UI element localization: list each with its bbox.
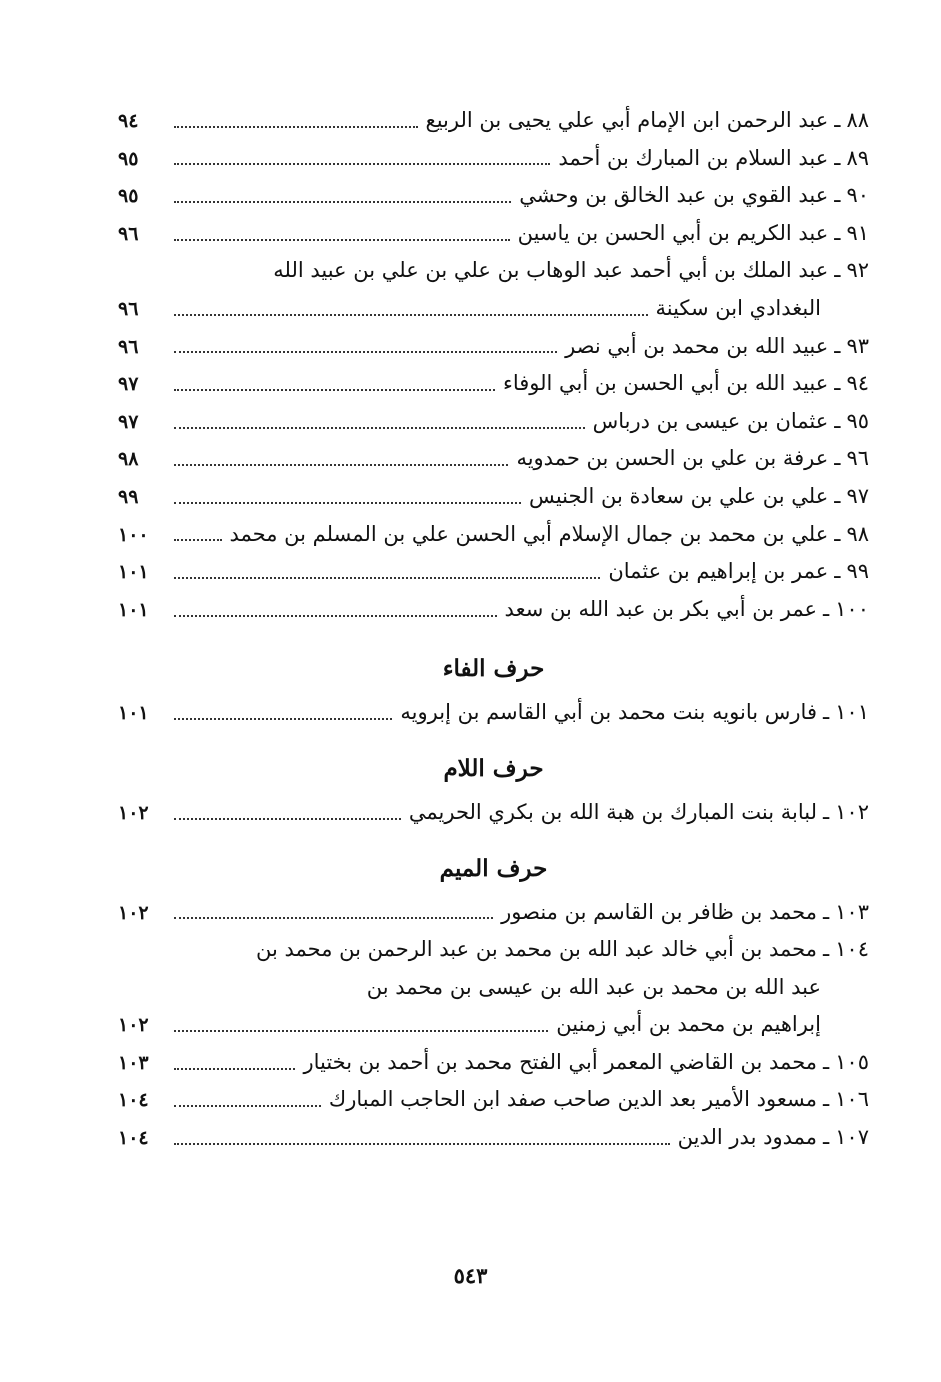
toc-entry: ١٠٧ ـ ممدود بدر الدين ١٠٤ [118, 1119, 869, 1157]
toc-entry: ٩٤ ـ عبيد الله بن أبي الحسن بن أبي الوفاء ٩٧ [118, 365, 869, 403]
page-ref: ١٠٤ [118, 1127, 149, 1150]
page-ref: ٩٦ [118, 335, 139, 358]
leader-dots [174, 314, 648, 316]
page-ref: ١٠١ [118, 702, 149, 725]
page-ref: ٩٧ [118, 373, 139, 396]
page-ref: ١٠٢ [118, 801, 149, 824]
entries-group-c [118, 1044, 869, 1157]
page-ref: ٩٦ [118, 222, 139, 245]
toc-entry-101: ١٠١ ـ فارس بانويه بنت محمد بن أبي القاسم بن إبرويه ١٠١ [118, 694, 869, 732]
leader-dots [174, 201, 511, 203]
page-ref: ١٠٢ [118, 901, 149, 924]
entries-group-a [118, 102, 869, 252]
leader-dots [174, 427, 585, 429]
toc-entry: ٩٦ ـ عرفة بن علي بن الحسن بن حمدويه ٩٨ [118, 440, 869, 478]
section-heading-fa: حرف الفاء [442, 655, 545, 683]
leader-dots [174, 502, 521, 504]
toc-entry: ٩٠ ـ عبد القوي بن عبد الخالق بن وحشي ٩٥ [118, 177, 869, 215]
leader-dots [174, 615, 497, 617]
leader-dots [174, 1143, 670, 1145]
page-ref: ١٠٣ [118, 1051, 149, 1074]
section-heading-mim: حرف الميم [439, 854, 548, 882]
page-ref: ١٠١ [118, 598, 149, 621]
section-heading-lam: حرف اللام [443, 754, 544, 782]
toc-entry: ٨٨ ـ عبد الرحمن ابن الإمام أبي علي يحيى بن الربيع ٩٤ [118, 102, 869, 140]
page-ref: ٩٨ [118, 448, 139, 471]
page-ref: ٩٥ [118, 147, 139, 170]
toc-entry: ٩٩ ـ عمر بن إبراهيم بن عثمان ١٠١ [118, 553, 869, 591]
toc-entry: ٩١ ـ عبد الكريم بن أبي الحسن بن ياسين ٩٦ [118, 215, 869, 253]
leader-dots [174, 1068, 295, 1070]
leader-dots [174, 239, 510, 241]
leader-dots [174, 163, 550, 165]
toc-entry: ١٠٦ ـ مسعود الأمير بعد الدين صاحب صفد ابن الحاجب المبارك ١٠٤ [118, 1081, 869, 1119]
leader-dots [174, 1030, 548, 1032]
toc-entry-102: ١٠٢ ـ لبابة بنت المبارك بن هبة الله بن بكري الحريمي ١٠٢ [118, 794, 869, 832]
leader-dots [174, 818, 401, 820]
toc-entry: ٩٣ ـ عبيد الله بن محمد بن أبي نصر ٩٦ [118, 328, 869, 366]
toc-entry: ٨٩ ـ عبد السلام بن المبارك بن أحمد ٩٥ [118, 140, 869, 178]
page-ref: ١٠١ [118, 561, 149, 584]
toc-entry-103: ١٠٣ ـ محمد بن ظافر بن القاسم بن منصور ١٠٢ [118, 894, 869, 932]
page-ref: ٩٧ [118, 410, 139, 433]
page-ref: ٩٤ [118, 110, 139, 132]
leader-dots [174, 539, 222, 541]
leader-dots [174, 351, 557, 353]
toc-entry: ١٠٠ ـ عمر بن أبي بكر بن عبد الله بن سعد ١٠١ [118, 591, 869, 629]
page-ref: ١٠٤ [118, 1089, 149, 1112]
leader-dots [174, 917, 493, 919]
toc-entry: ١٠٥ ـ محمد بن القاضي المعمر أبي الفتح محمد بن أحمد بن بختيار ١٠٣ [118, 1044, 869, 1082]
leader-dots [174, 126, 418, 128]
entries-group-b [118, 328, 869, 629]
page-ref: ٩٥ [118, 185, 139, 208]
leader-dots [174, 577, 600, 579]
leader-dots [174, 1105, 321, 1107]
page-ref: ٩٦ [118, 297, 139, 320]
toc-entry: ٩٧ ـ علي بن علي بن سعادة بن الجنيس ٩٩ [118, 478, 869, 516]
page-ref: ١٠٠ [118, 523, 149, 546]
toc-entry-104: ١٠٤ ـ محمد بن أبي خالد عبد الله بن محمد بن عبد الرحمن بن محمد بن عبد الله بن محمد بن عبد الله بن عيسى بن محمد بن إبراهيم بن محمد بن أبي زمنين ١٠٢ [118, 931, 869, 1044]
leader-dots [174, 464, 508, 466]
page-ref: ١٠٢ [118, 1014, 149, 1037]
page-ref: ٩٩ [118, 485, 139, 508]
toc-entry-92: ٩٢ ـ عبد الملك بن أبي أحمد عبد الوهاب بن علي بن علي بن عبيد الله البغدادي ابن سكينة ٩٦ [118, 252, 869, 327]
page-number: ٥٤٣ [453, 1263, 488, 1288]
leader-dots [174, 718, 392, 720]
toc-entry: ٩٥ ـ عثمان بن عيسى بن درباس ٩٧ [118, 403, 869, 441]
toc-entry: ٩٨ ـ علي بن محمد بن جمال الإسلام أبي الحسن علي بن المسلم بن محمد ١٠٠ [118, 516, 869, 554]
leader-dots [174, 389, 495, 391]
